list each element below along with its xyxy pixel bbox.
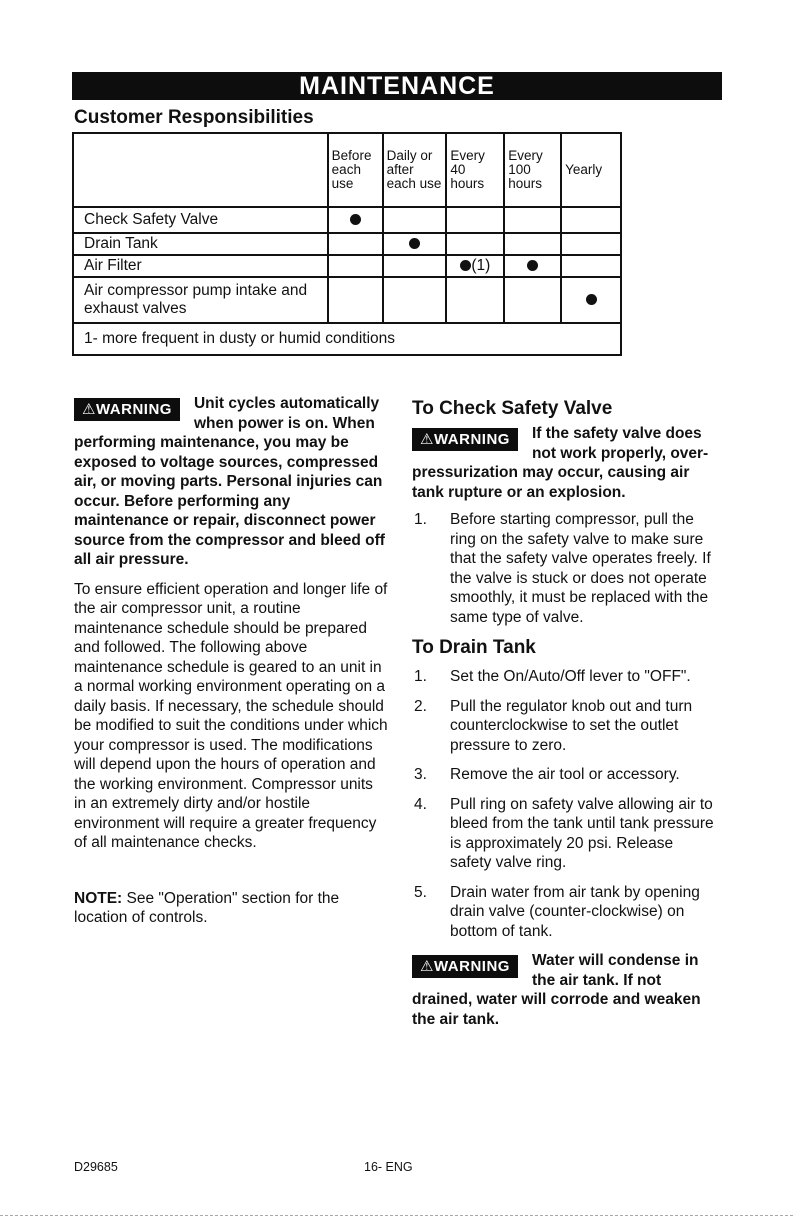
task-cell: Air Filter	[73, 255, 328, 277]
step-number: 5.	[414, 883, 427, 901]
step-item	[412, 883, 717, 942]
warning-block	[412, 424, 717, 502]
schedule-cell	[328, 277, 383, 323]
table-row	[73, 255, 621, 277]
maintenance-schedule-table	[72, 132, 622, 356]
schedule-cell	[504, 207, 561, 233]
schedule-cell	[383, 277, 447, 323]
note-label: NOTE:	[74, 889, 123, 907]
warning-label: ⚠WARNING	[412, 428, 518, 451]
schedule-cell	[504, 255, 561, 277]
bullet-dot-icon	[527, 260, 538, 271]
task-cell: Check Safety Valve	[73, 207, 328, 233]
section-title: Customer Responsibilities	[74, 107, 314, 128]
schedule-cell	[383, 207, 447, 233]
schedule-cell	[561, 277, 621, 323]
task-cell: Drain Tank	[73, 233, 328, 255]
safety-valve-heading: To Check Safety Valve	[412, 398, 613, 419]
schedule-cell	[561, 207, 621, 233]
page-number: 16- ENG	[364, 1160, 413, 1174]
step-number: 1.	[414, 668, 427, 685]
warning-block	[74, 394, 389, 570]
schedule-cell	[504, 233, 561, 255]
page-edge-line	[0, 1215, 793, 1216]
step-item	[412, 795, 717, 873]
table-footnote: 1- more frequent in dusty or humid conditions	[73, 323, 621, 355]
step-item	[412, 765, 717, 785]
warning-label: ⚠WARNING	[412, 955, 518, 978]
schedule-cell	[446, 255, 504, 277]
warning-text: If the safety valve does not work properly, over-pressurization may occur, causing air tank rupture or an explosion.	[412, 425, 709, 501]
step-number: 2.	[414, 697, 427, 715]
table-corner	[73, 133, 328, 207]
step-number: 3.	[414, 766, 427, 783]
left-column	[74, 394, 389, 928]
warning-text: Unit cycles automatically when power is on. When performing maintenance, you may be exposed to voltage sources, compressed air, or moving parts. Personal injuries can occur. Before performing any maintenance or repair, disconnect power source from the compressor and bleed off all air pressure.	[74, 395, 385, 568]
footnote-ref: (1)	[471, 256, 491, 274]
step-text: Set the On/Auto/Off lever to "OFF".	[450, 668, 691, 685]
table-row	[73, 207, 621, 233]
note-text: See "Operation" section for the location of controls.	[74, 889, 340, 926]
schedule-cell	[328, 207, 383, 233]
schedule-cell	[446, 207, 504, 233]
safety-steps	[412, 510, 717, 627]
warning-block	[412, 951, 717, 1029]
step-item	[412, 510, 717, 627]
schedule-cell	[561, 255, 621, 277]
task-cell: Air compressor pump intake and exhaust valves	[73, 277, 328, 323]
bullet-dot-icon	[350, 214, 361, 225]
schedule-cell	[446, 233, 504, 255]
step-text: Remove the air tool or accessory.	[450, 766, 680, 783]
drain-steps	[412, 667, 717, 941]
note	[74, 889, 389, 928]
column-header: Every 100 hours	[504, 133, 561, 207]
step-text: Pull the regulator knob out and turn counterclockwise to set the outlet pressure to zero.	[450, 697, 693, 754]
column-header: Yearly	[561, 133, 621, 207]
schedule-cell	[383, 233, 447, 255]
warning-label: ⚠WARNING	[74, 398, 180, 421]
schedule-cell	[383, 255, 447, 277]
schedule-cell	[446, 277, 504, 323]
step-number: 1.	[414, 511, 427, 528]
warning-text: Water will condense in the air tank. If not drained, water will corrode and weaken the air tank.	[412, 952, 701, 1028]
column-header: Daily or after each use	[383, 133, 447, 207]
column-header: Before each use	[328, 133, 383, 207]
step-item	[412, 667, 717, 687]
bullet-dot-icon	[586, 294, 597, 305]
step-number: 4.	[414, 795, 427, 813]
right-column	[412, 394, 717, 1029]
schedule-cell	[328, 233, 383, 255]
page-banner: MAINTENANCE	[72, 72, 722, 100]
schedule-cell	[561, 233, 621, 255]
step-text: Pull ring on safety valve allowing air to bleed from the tank until tank pressure is approximately 20 psi. Release safety valve ring.	[450, 795, 714, 871]
schedule-cell	[504, 277, 561, 323]
drain-tank-heading: To Drain Tank	[412, 637, 536, 658]
column-header: Every 40 hours	[446, 133, 504, 207]
doc-code: D29685	[74, 1160, 118, 1174]
step-text: Before starting compressor, pull the ring on the safety valve to make sure that the safety valve operates freely. If the valve is stuck or does not operate smoothly, it must be replaced with the same type of valve.	[450, 511, 711, 626]
table-row	[73, 233, 621, 255]
maintenance-paragraph: To ensure efficient operation and longer life of the air compressor unit, a routine maintenance schedule should be prepared and followed. The following above maintenance schedule is geared to an unit in a normal working environment operating on a daily basis. If necessary, the schedule should be modified to suit the conditions under which your compressor is used. The modifications will depend upon the hours of operation and the working environment. Compressor units in an extremely dirty and/or hostile environment will require a greater frequency of all maintenance checks.	[74, 580, 388, 851]
schedule-cell	[328, 255, 383, 277]
step-item	[412, 697, 717, 756]
bullet-dot-icon	[460, 260, 471, 271]
step-text: Drain water from air tank by opening drain valve (counter-clockwise) on bottom of tank.	[450, 883, 700, 940]
table-row	[73, 277, 621, 323]
bullet-dot-icon	[409, 238, 420, 249]
